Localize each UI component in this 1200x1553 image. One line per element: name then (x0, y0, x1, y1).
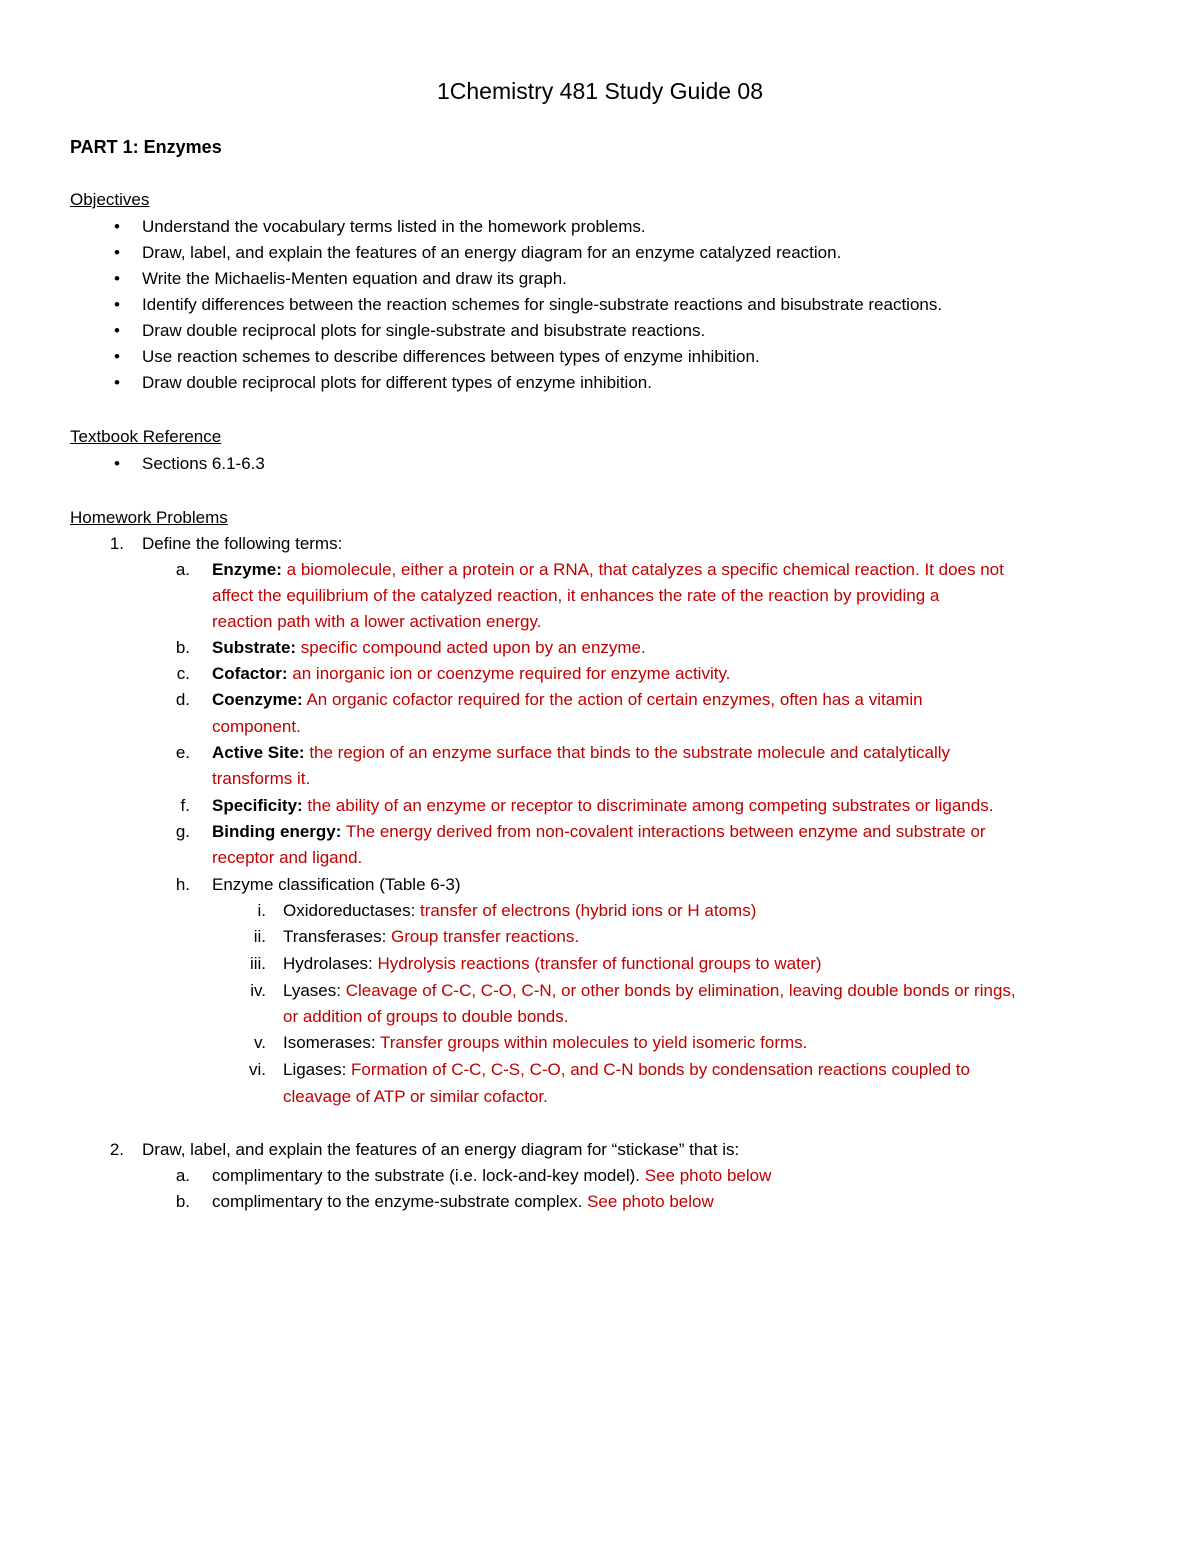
definition-line: or addition of groups to double bonds. (283, 1007, 569, 1026)
definition-line: transforms it. (212, 769, 311, 788)
roman-marker: iv. (250, 981, 266, 1000)
enzyme-classification-heading: Enzyme classification (Table 6-3) (212, 875, 461, 894)
part-heading: PART 1: Enzymes (70, 137, 222, 157)
term-cofactor: Cofactor: an inorganic ion or coenzyme required for enzyme activity. (212, 664, 731, 683)
textbook-item: • Sections 6.1-6.3 (114, 451, 265, 477)
item-marker: h. (175, 875, 190, 894)
bullet-icon: • (114, 217, 120, 236)
roman-marker: vi. (249, 1060, 266, 1079)
class-isomerases: Isomerases: Transfer groups within molecules to yield isomeric forms. (283, 1033, 808, 1052)
question-text: Draw, label, and explain the features of an energy diagram for “stickase” that is: (142, 1140, 740, 1159)
item-marker: d. (175, 690, 190, 709)
term-coenzyme: Coenzyme: An organic cofactor required for the action of certain enzymes, often has a vitamin (212, 690, 923, 709)
bullet-icon: • (114, 295, 120, 314)
roman-marker: iii. (249, 954, 266, 973)
class-ligases: Ligases: Formation of C-C, C-S, C-O, and C-N bonds by condensation reactions coupled to (283, 1060, 970, 1079)
bullet-icon: • (114, 243, 120, 262)
term-active-site: Active Site: the region of an enzyme surface that binds to the substrate molecule and catalytically (212, 743, 951, 762)
item-marker: g. (175, 822, 190, 841)
item-marker: f. (180, 796, 190, 815)
item-marker: a. (175, 560, 190, 579)
definition-line: reaction path with a lower activation energy. (212, 612, 542, 631)
bullet-icon: • (114, 269, 120, 288)
objective-item: • Identify differences between the reaction schemes for single-substrate reactions and bisubstrate reactions. (114, 292, 942, 318)
document-title: 1Chemistry 481 Study Guide 08 (436, 78, 763, 104)
roman-marker: v. (254, 1033, 266, 1052)
term-enzyme: Enzyme: a biomolecule, either a protein or a RNA, that catalyzes a specific chemical reaction. It does not (212, 560, 1004, 579)
bullet-icon: • (114, 347, 120, 366)
objectives-list (114, 214, 942, 396)
objective-item: • Write the Michaelis-Menten equation and draw its graph. (114, 266, 942, 292)
definition-line: cleavage of ATP or similar cofactor. (283, 1087, 548, 1106)
class-hydrolases: Hydrolases: Hydrolysis reactions (transfer of functional groups to water) (283, 954, 822, 973)
objective-item: • Draw double reciprocal plots for different types of enzyme inhibition. (114, 370, 942, 396)
question-number: 2. (109, 1140, 124, 1159)
textbook-list (114, 451, 265, 477)
item-marker: e. (175, 743, 190, 762)
objective-item: • Draw, label, and explain the features of an energy diagram for an enzyme catalyzed reaction. (114, 240, 942, 266)
definition-line: component. (212, 717, 301, 736)
bullet-icon: • (114, 373, 120, 392)
item-marker: b. (175, 1192, 190, 1211)
term-specificity: Specificity: the ability of an enzyme or receptor to discriminate among competing substrates or ligands. (212, 796, 994, 815)
question-number: 1. (109, 534, 124, 553)
textbook-heading: Textbook Reference (70, 427, 222, 446)
definition-line: receptor and ligand. (212, 848, 363, 867)
question-text: Define the following terms: (142, 534, 343, 553)
term-binding-energy: Binding energy: The energy derived from non-covalent interactions between enzyme and substrate or (212, 822, 986, 841)
class-transferases: Transferases: Group transfer reactions. (283, 927, 580, 946)
q2-part-b: complimentary to the enzyme-substrate complex. See photo below (212, 1192, 714, 1211)
objective-item: • Understand the vocabulary terms listed in the homework problems. (114, 214, 942, 240)
bullet-icon: • (114, 321, 120, 340)
q2-part-a: complimentary to the substrate (i.e. lock-and-key model). See photo below (212, 1166, 772, 1185)
bullet-icon: • (114, 454, 120, 473)
term-substrate: Substrate: specific compound acted upon by an enzyme. (212, 638, 646, 657)
roman-marker: ii. (253, 927, 266, 946)
item-marker: b. (175, 638, 190, 657)
definition-line: affect the equilibrium of the catalyzed reaction, it enhances the rate of the reaction by providing a (212, 586, 940, 605)
item-marker: c. (176, 664, 190, 683)
homework-heading: Homework Problems (70, 508, 228, 527)
objective-item: • Use reaction schemes to describe differences between types of enzyme inhibition. (114, 344, 942, 370)
class-lyases: Lyases: Cleavage of C-C, C-O, C-N, or other bonds by elimination, leaving double bonds or rings, (283, 981, 1016, 1000)
objectives-heading: Objectives (70, 190, 150, 209)
objective-item: • Draw double reciprocal plots for single-substrate and bisubstrate reactions. (114, 318, 942, 344)
class-oxidoreductases: Oxidoreductases: transfer of electrons (hybrid ions or H atoms) (283, 901, 757, 920)
roman-marker: i. (257, 901, 266, 920)
item-marker: a. (175, 1166, 190, 1185)
